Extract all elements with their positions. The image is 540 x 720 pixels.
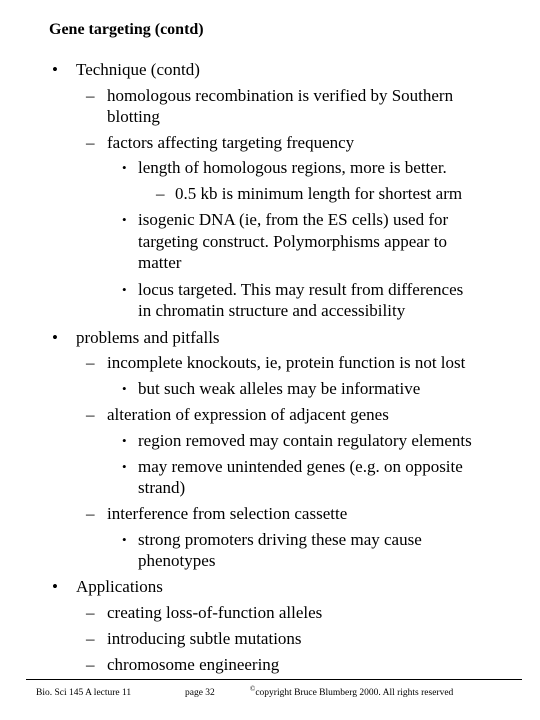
bullet-marker: •	[52, 328, 58, 347]
dash-marker: –	[156, 184, 165, 203]
dash-marker: –	[86, 405, 95, 424]
small-bullet-marker: •	[122, 459, 127, 474]
small-bullet-marker: •	[122, 381, 127, 396]
technique-heading: Technique (contd)	[76, 60, 200, 79]
interference-item: interference from selection cassette	[107, 504, 348, 523]
locus-line-2: in chromatin structure and accessibility	[138, 301, 406, 320]
promoters-line-1: strong promoters driving these may cause	[138, 530, 422, 549]
unintended-line-1: may remove unintended genes (e.g. on opposite	[138, 457, 463, 476]
small-bullet-marker: •	[122, 532, 127, 547]
homologous-line-2: blotting	[107, 107, 160, 126]
locus-line-1: locus targeted. This may result from differences	[138, 280, 464, 299]
bullet-marker: •	[52, 577, 58, 596]
problems-heading: problems and pitfalls	[76, 328, 220, 347]
alteration-item: alteration of expression of adjacent genes	[107, 405, 389, 424]
factors-item: factors affecting targeting frequency	[107, 133, 355, 152]
footer-page-number: page 32	[185, 688, 215, 698]
min-length-item: 0.5 kb is minimum length for shortest arm	[175, 184, 463, 203]
dash-marker: –	[86, 603, 95, 622]
dash-marker: –	[86, 629, 95, 648]
footer-copyright-text: copyright Bruce Blumberg 2000. All rights reserved	[255, 688, 454, 698]
application-item: chromosome engineering	[107, 655, 280, 674]
incomplete-item: incomplete knockouts, ie, protein function is not lost	[107, 353, 466, 372]
dash-marker: –	[86, 133, 95, 152]
region-removed-item: region removed may contain regulatory elements	[138, 431, 472, 450]
small-bullet-marker: •	[122, 282, 127, 297]
dash-marker: –	[86, 86, 95, 105]
slide-title: Gene targeting (contd)	[49, 21, 204, 38]
dash-marker: –	[86, 504, 95, 523]
application-item: creating loss-of-function alleles	[107, 603, 323, 622]
weak-alleles-item: but such weak alleles may be informative	[138, 379, 421, 398]
unintended-line-2: strand)	[138, 478, 186, 497]
small-bullet-marker: •	[122, 433, 127, 448]
footer-divider	[26, 679, 522, 680]
small-bullet-marker: •	[122, 160, 127, 175]
isogenic-line-1: isogenic DNA (ie, from the ES cells) used for	[138, 210, 449, 229]
small-bullet-marker: •	[122, 212, 127, 227]
promoters-line-2: phenotypes	[138, 551, 216, 570]
dash-marker: –	[86, 655, 95, 674]
application-item: introducing subtle mutations	[107, 629, 302, 648]
applications-heading: Applications	[76, 577, 163, 596]
footer-copyright	[250, 684, 454, 698]
footer-course: Bio. Sci 145 A lecture 11	[36, 688, 132, 698]
isogenic-line-3: matter	[138, 253, 182, 272]
length-item: length of homologous regions, more is better.	[138, 158, 447, 177]
isogenic-line-2: targeting construct. Polymorphisms appear to	[138, 232, 447, 251]
dash-marker: –	[86, 353, 95, 372]
homologous-line-1: homologous recombination is verified by Southern	[107, 86, 454, 105]
bullet-marker: •	[52, 60, 58, 79]
copyright-symbol: ©	[250, 684, 256, 693]
